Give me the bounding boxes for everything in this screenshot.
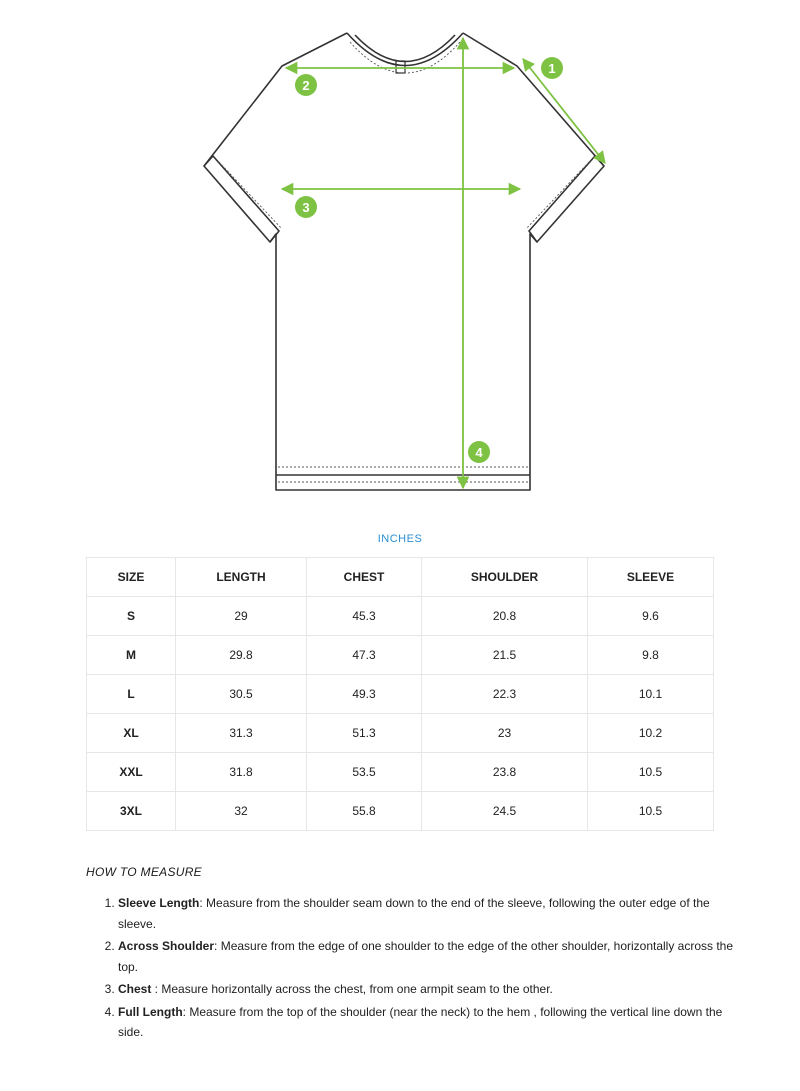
table-row [87, 675, 714, 714]
sleeve-cell: 10.5 [588, 792, 714, 831]
table-row [87, 714, 714, 753]
size-cell: S [87, 597, 176, 636]
sleeve-cell: 9.8 [588, 636, 714, 675]
measure-text: Measure from the shoulder seam down to the end of the sleeve, following the outer edge of the sleeve. [118, 896, 710, 931]
sleeve-cell: 9.6 [588, 597, 714, 636]
measure-term: Full Length [118, 1004, 183, 1019]
measure-sep: : [199, 896, 203, 910]
how-to-measure-title: HOW TO MEASURE [86, 865, 202, 879]
measurement-arrows [282, 38, 605, 488]
sleeve-arrow [523, 59, 605, 163]
measure-sep: : [182, 1004, 186, 1019]
length-cell: 30.5 [176, 675, 307, 714]
svg-text:4: 4 [475, 445, 483, 460]
header-chest: CHEST [307, 558, 422, 597]
length-cell: 32 [176, 792, 307, 831]
header-shoulder: SHOULDER [422, 558, 588, 597]
measure-text: Measure from the top of the shoulder (near the neck) to the hem , following the vertical line down the side. [118, 1004, 723, 1039]
size-cell: XL [87, 714, 176, 753]
svg-text:3: 3 [302, 200, 310, 215]
size-cell: XXL [87, 753, 176, 792]
sleeve-cell: 10.1 [588, 675, 714, 714]
table-header-row [87, 558, 714, 597]
header-sleeve: SLEEVE [588, 558, 714, 597]
table-row [87, 792, 714, 831]
unit-label: INCHES [377, 533, 423, 545]
measure-text: Measure horizontally across the chest, from one armpit seam to the other. [158, 982, 553, 996]
chest-cell: 49.3 [307, 675, 422, 714]
measure-term: Across Shoulder [118, 939, 215, 953]
shoulder-cell: 23 [422, 714, 588, 753]
length-cell: 31.3 [176, 714, 307, 753]
list-item [118, 936, 738, 977]
length-cell: 29.8 [176, 636, 307, 675]
shoulder-cell: 23.8 [422, 753, 588, 792]
table-row [87, 753, 714, 792]
tshirt-measurement-diagram [0, 0, 800, 510]
sleeve-cell: 10.5 [588, 753, 714, 792]
chest-cell: 45.3 [307, 597, 422, 636]
size-cell: M [87, 636, 176, 675]
measure-term: Sleeve Length [118, 896, 200, 910]
marker-2 [295, 74, 317, 96]
stitch-lines [219, 42, 589, 482]
shoulder-cell: 21.5 [422, 636, 588, 675]
chest-cell: 55.8 [307, 792, 422, 831]
marker-3 [295, 196, 317, 218]
measure-text: Measure from the edge of one shoulder to the edge of the other shoulder, horizontally across the top. [118, 939, 734, 974]
length-cell: 31.8 [176, 753, 307, 792]
header-size: SIZE [87, 558, 176, 597]
marker-4 [468, 441, 490, 463]
chest-cell: 51.3 [307, 714, 422, 753]
how-to-measure-list [86, 893, 738, 1045]
size-chart-table [86, 557, 714, 831]
sleeve-cell: 10.2 [588, 714, 714, 753]
tshirt-outline [204, 33, 604, 490]
header-length: LENGTH [176, 558, 307, 597]
shoulder-cell: 22.3 [422, 675, 588, 714]
length-cell: 29 [176, 597, 307, 636]
shoulder-cell: 24.5 [422, 792, 588, 831]
measure-sep: : [151, 982, 159, 996]
list-item [118, 979, 738, 1000]
table-row [87, 636, 714, 675]
shoulder-cell: 20.8 [422, 597, 588, 636]
svg-text:1: 1 [548, 61, 556, 76]
chest-cell: 47.3 [307, 636, 422, 675]
list-item [118, 1002, 738, 1043]
measure-sep: : [214, 939, 218, 953]
chest-cell: 53.5 [307, 753, 422, 792]
size-cell: L [87, 675, 176, 714]
marker-1 [541, 57, 563, 79]
svg-text:2: 2 [302, 78, 310, 93]
table-row [87, 597, 714, 636]
list-item [118, 893, 738, 934]
measure-term: Chest [118, 982, 152, 996]
size-cell: 3XL [87, 792, 176, 831]
